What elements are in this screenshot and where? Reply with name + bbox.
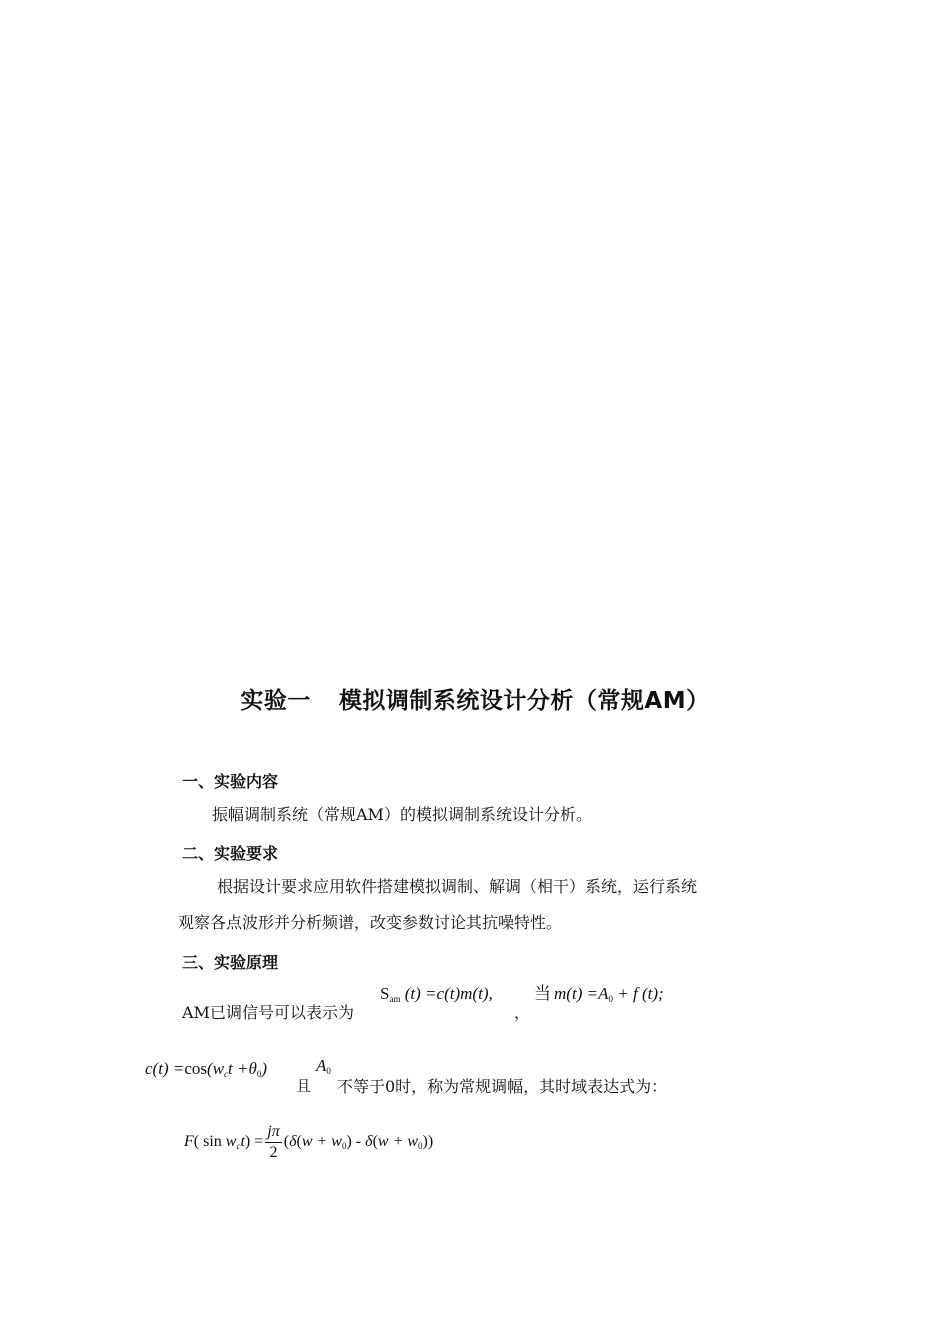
principle-condition-text: 不等于0时，称为常规调幅，其时域表达式为： [337,1077,668,1096]
formula-s-am: $S_{am}$ (t) =c(t)m(t), [380,984,493,1004]
section-content-text: 振幅调制系统（常规AM）的模拟调制系统设计分析。 [212,805,592,824]
principle-when-text: 当 [534,984,551,1004]
section-heading-requirements: 二、实验要求 [182,844,279,863]
principle-comma: ， [514,1003,531,1022]
section-heading-principle: 三、实验原理 [182,953,279,972]
requirements-line-1: 根据设计要求应用软件搭建模拟调制、解调（相干）系统，运行系统 [217,877,698,896]
requirements-line-2: 观察各点波形并分析频谱，改变参数讨论其抗噪特性。 [178,913,563,932]
title-part1: 实验一 [240,688,311,714]
section-heading-content: 一、实验内容 [182,772,279,791]
document-title [0,682,950,715]
principle-and-text: 且 [296,1077,312,1095]
formula-m-t: $m(t) =A_0 + f$ (t); [554,984,664,1004]
title-part2: 模拟调制系统设计分析（常规AM） [338,688,710,714]
formula-a0: $A_0$ [316,1056,331,1076]
formula-fourier-sin: F( $\sin w_ct$) = $\frac{j\pi}{2}$ $(\delta(w + w_0) - \delta(w + w_0))$ [184,1122,434,1161]
formula-carrier: $c(t) =\cos(w_ct +\theta_0)$ [145,1059,268,1079]
principle-intro-text: AM已调信号可以表示为 [182,1003,354,1022]
